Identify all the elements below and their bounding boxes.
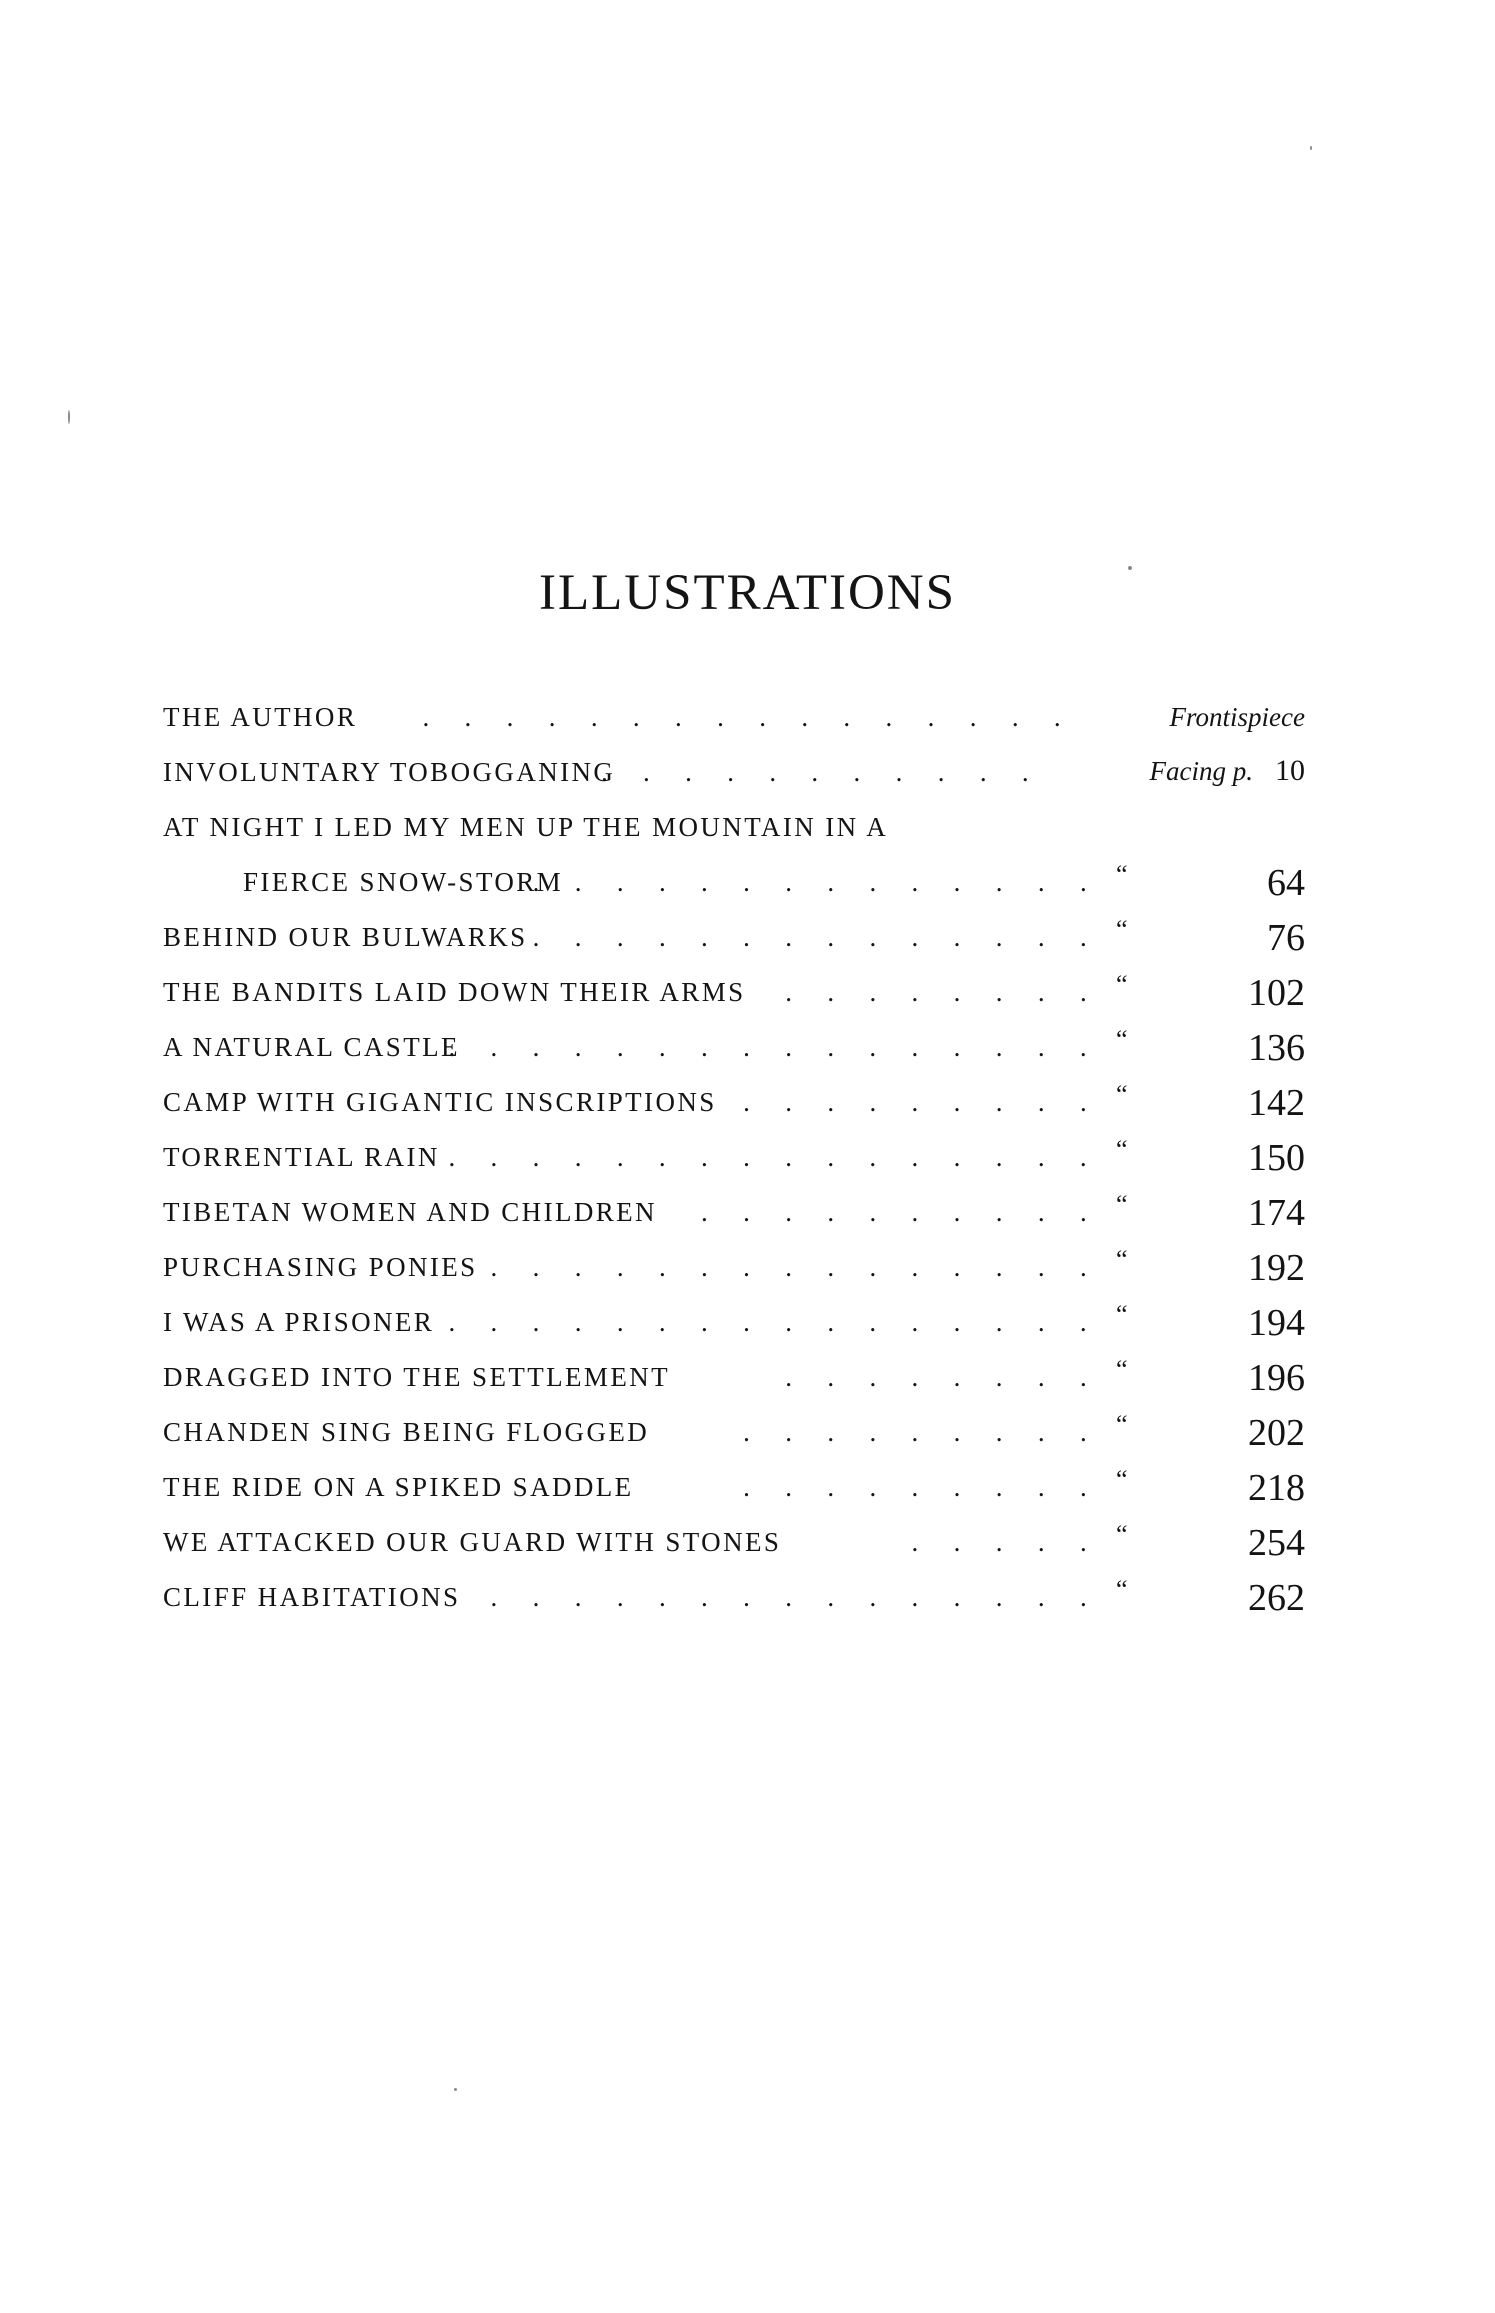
- ditto-mark: “: [1116, 1080, 1128, 1109]
- page-number: 102: [1248, 972, 1305, 1014]
- scan-speck: [1128, 566, 1132, 570]
- ditto-mark: “: [1116, 1300, 1128, 1329]
- page-number: 262: [1248, 1577, 1305, 1619]
- ditto-mark: “: [1116, 1520, 1128, 1549]
- dot-leader: . . . . . . . . . . . . . . .: [490, 1252, 1101, 1282]
- page-number: 196: [1248, 1357, 1305, 1399]
- scan-speck: [1310, 146, 1312, 150]
- dot-leader: . . . . . . . . .: [743, 1417, 1101, 1447]
- ditto-mark: “: [1116, 1465, 1128, 1494]
- list-item: [163, 1458, 1305, 1513]
- illustration-title: TIBETAN WOMEN AND CHILDREN: [163, 1197, 657, 1227]
- illustration-title: CHANDEN SING BEING FLOGGED: [163, 1417, 650, 1447]
- illustration-title-continued: FIERCE SNOW-STORM: [243, 867, 564, 897]
- illustration-title: THE BANDITS LAID DOWN THEIR ARMS: [163, 977, 746, 1007]
- list-item: [163, 1238, 1305, 1293]
- page-title: ILLUSTRATIONS: [539, 565, 956, 621]
- illustration-title: CLIFF HABITATIONS: [163, 1582, 461, 1612]
- page-number: 142: [1248, 1082, 1305, 1124]
- facing-label: [1150, 756, 1305, 786]
- scan-speck: [68, 410, 70, 424]
- list-item: [163, 743, 1305, 798]
- ditto-mark: “: [1116, 970, 1128, 999]
- dot-leader: . . . . . . . . . . . . . . . .: [448, 1307, 1101, 1337]
- ditto-mark: “: [1116, 1025, 1128, 1054]
- ditto-mark: “: [1116, 1355, 1128, 1384]
- list-item: [163, 1293, 1305, 1348]
- list-item: [163, 1018, 1305, 1073]
- illustration-title: PURCHASING PONIES: [163, 1252, 478, 1282]
- page-number: 10: [1275, 754, 1305, 787]
- list-item: [163, 1183, 1305, 1238]
- list-item: [163, 853, 1305, 908]
- dot-leader: . . . . . . . .: [785, 977, 1101, 1007]
- ditto-mark: “: [1116, 915, 1128, 944]
- dot-leader: . . . . . . . . . . .: [600, 757, 1043, 787]
- dot-leader: . . . . . . . . .: [743, 1087, 1101, 1117]
- ditto-mark: “: [1116, 860, 1128, 889]
- dot-leader: . . . . . . . . . . . . . . .: [490, 1582, 1101, 1612]
- illustrations-list: [163, 688, 1305, 1623]
- list-item: [163, 1073, 1305, 1128]
- list-item: [163, 1403, 1305, 1458]
- list-item: [163, 1348, 1305, 1403]
- frontispiece-label: Frontispiece: [1169, 702, 1305, 732]
- facing-text: Facing p.: [1149, 756, 1253, 786]
- list-item: [163, 688, 1305, 743]
- illustration-title: BEHIND OUR BULWARKS: [163, 922, 528, 952]
- dot-leader: . . . . . . . .: [785, 1362, 1101, 1392]
- list-item: [163, 1128, 1305, 1183]
- page-number: 254: [1248, 1522, 1305, 1564]
- dot-leader: . . . . . . . . . . . . . . . .: [448, 1142, 1101, 1172]
- scan-speck: [454, 2088, 457, 2091]
- list-item: [163, 1513, 1305, 1568]
- ditto-mark: “: [1116, 1575, 1128, 1604]
- illustration-title: I WAS A PRISONER: [163, 1307, 435, 1337]
- ditto-mark: “: [1116, 1135, 1128, 1164]
- illustration-title: WE ATTACKED OUR GUARD WITH STONES: [163, 1527, 782, 1557]
- dot-leader: . . . . . . . . . . . . . .: [532, 922, 1101, 952]
- ditto-mark: “: [1116, 1410, 1128, 1439]
- list-item: [163, 798, 1305, 853]
- illustration-title: A NATURAL CASTLE: [163, 1032, 460, 1062]
- page-number: 218: [1248, 1467, 1305, 1509]
- page-number: 174: [1248, 1192, 1305, 1234]
- list-item: [163, 963, 1305, 1018]
- illustration-title: DRAGGED INTO THE SETTLEMENT: [163, 1362, 671, 1392]
- ditto-mark: “: [1116, 1245, 1128, 1274]
- dot-leader: . . . . . . . . . .: [701, 1197, 1101, 1227]
- page-number: 194: [1248, 1302, 1305, 1344]
- illustration-title: INVOLUNTARY TOBOGGANING: [163, 757, 616, 787]
- dot-leader: . . . . . . . . . . . . . . . .: [448, 1032, 1101, 1062]
- illustration-title: THE AUTHOR: [163, 702, 358, 732]
- page-number: 136: [1248, 1027, 1305, 1069]
- list-item: [163, 908, 1305, 963]
- dot-leader: . . . . . . . . . . . . . . . .: [422, 702, 1075, 732]
- list-item: [163, 1568, 1305, 1623]
- illustration-title: TORRENTIAL RAIN: [163, 1142, 440, 1172]
- dot-leader: . . . . .: [911, 1527, 1101, 1557]
- illustration-title: CAMP WITH GIGANTIC INSCRIPTIONS: [163, 1087, 717, 1117]
- ditto-mark: “: [1116, 1190, 1128, 1219]
- page-number: 202: [1248, 1412, 1305, 1454]
- illustration-title: THE RIDE ON A SPIKED SADDLE: [163, 1472, 634, 1502]
- dot-leader: . . . . . . . . .: [743, 1472, 1101, 1502]
- page-number: 192: [1248, 1247, 1305, 1289]
- page-number: 64: [1267, 862, 1305, 904]
- page-number: 76: [1267, 917, 1305, 959]
- illustration-title: AT NIGHT I LED MY MEN UP THE MOUNTAIN IN A: [163, 812, 889, 842]
- page-number: 150: [1248, 1137, 1305, 1179]
- dot-leader: . . . . . . . . . . . . . .: [532, 867, 1101, 897]
